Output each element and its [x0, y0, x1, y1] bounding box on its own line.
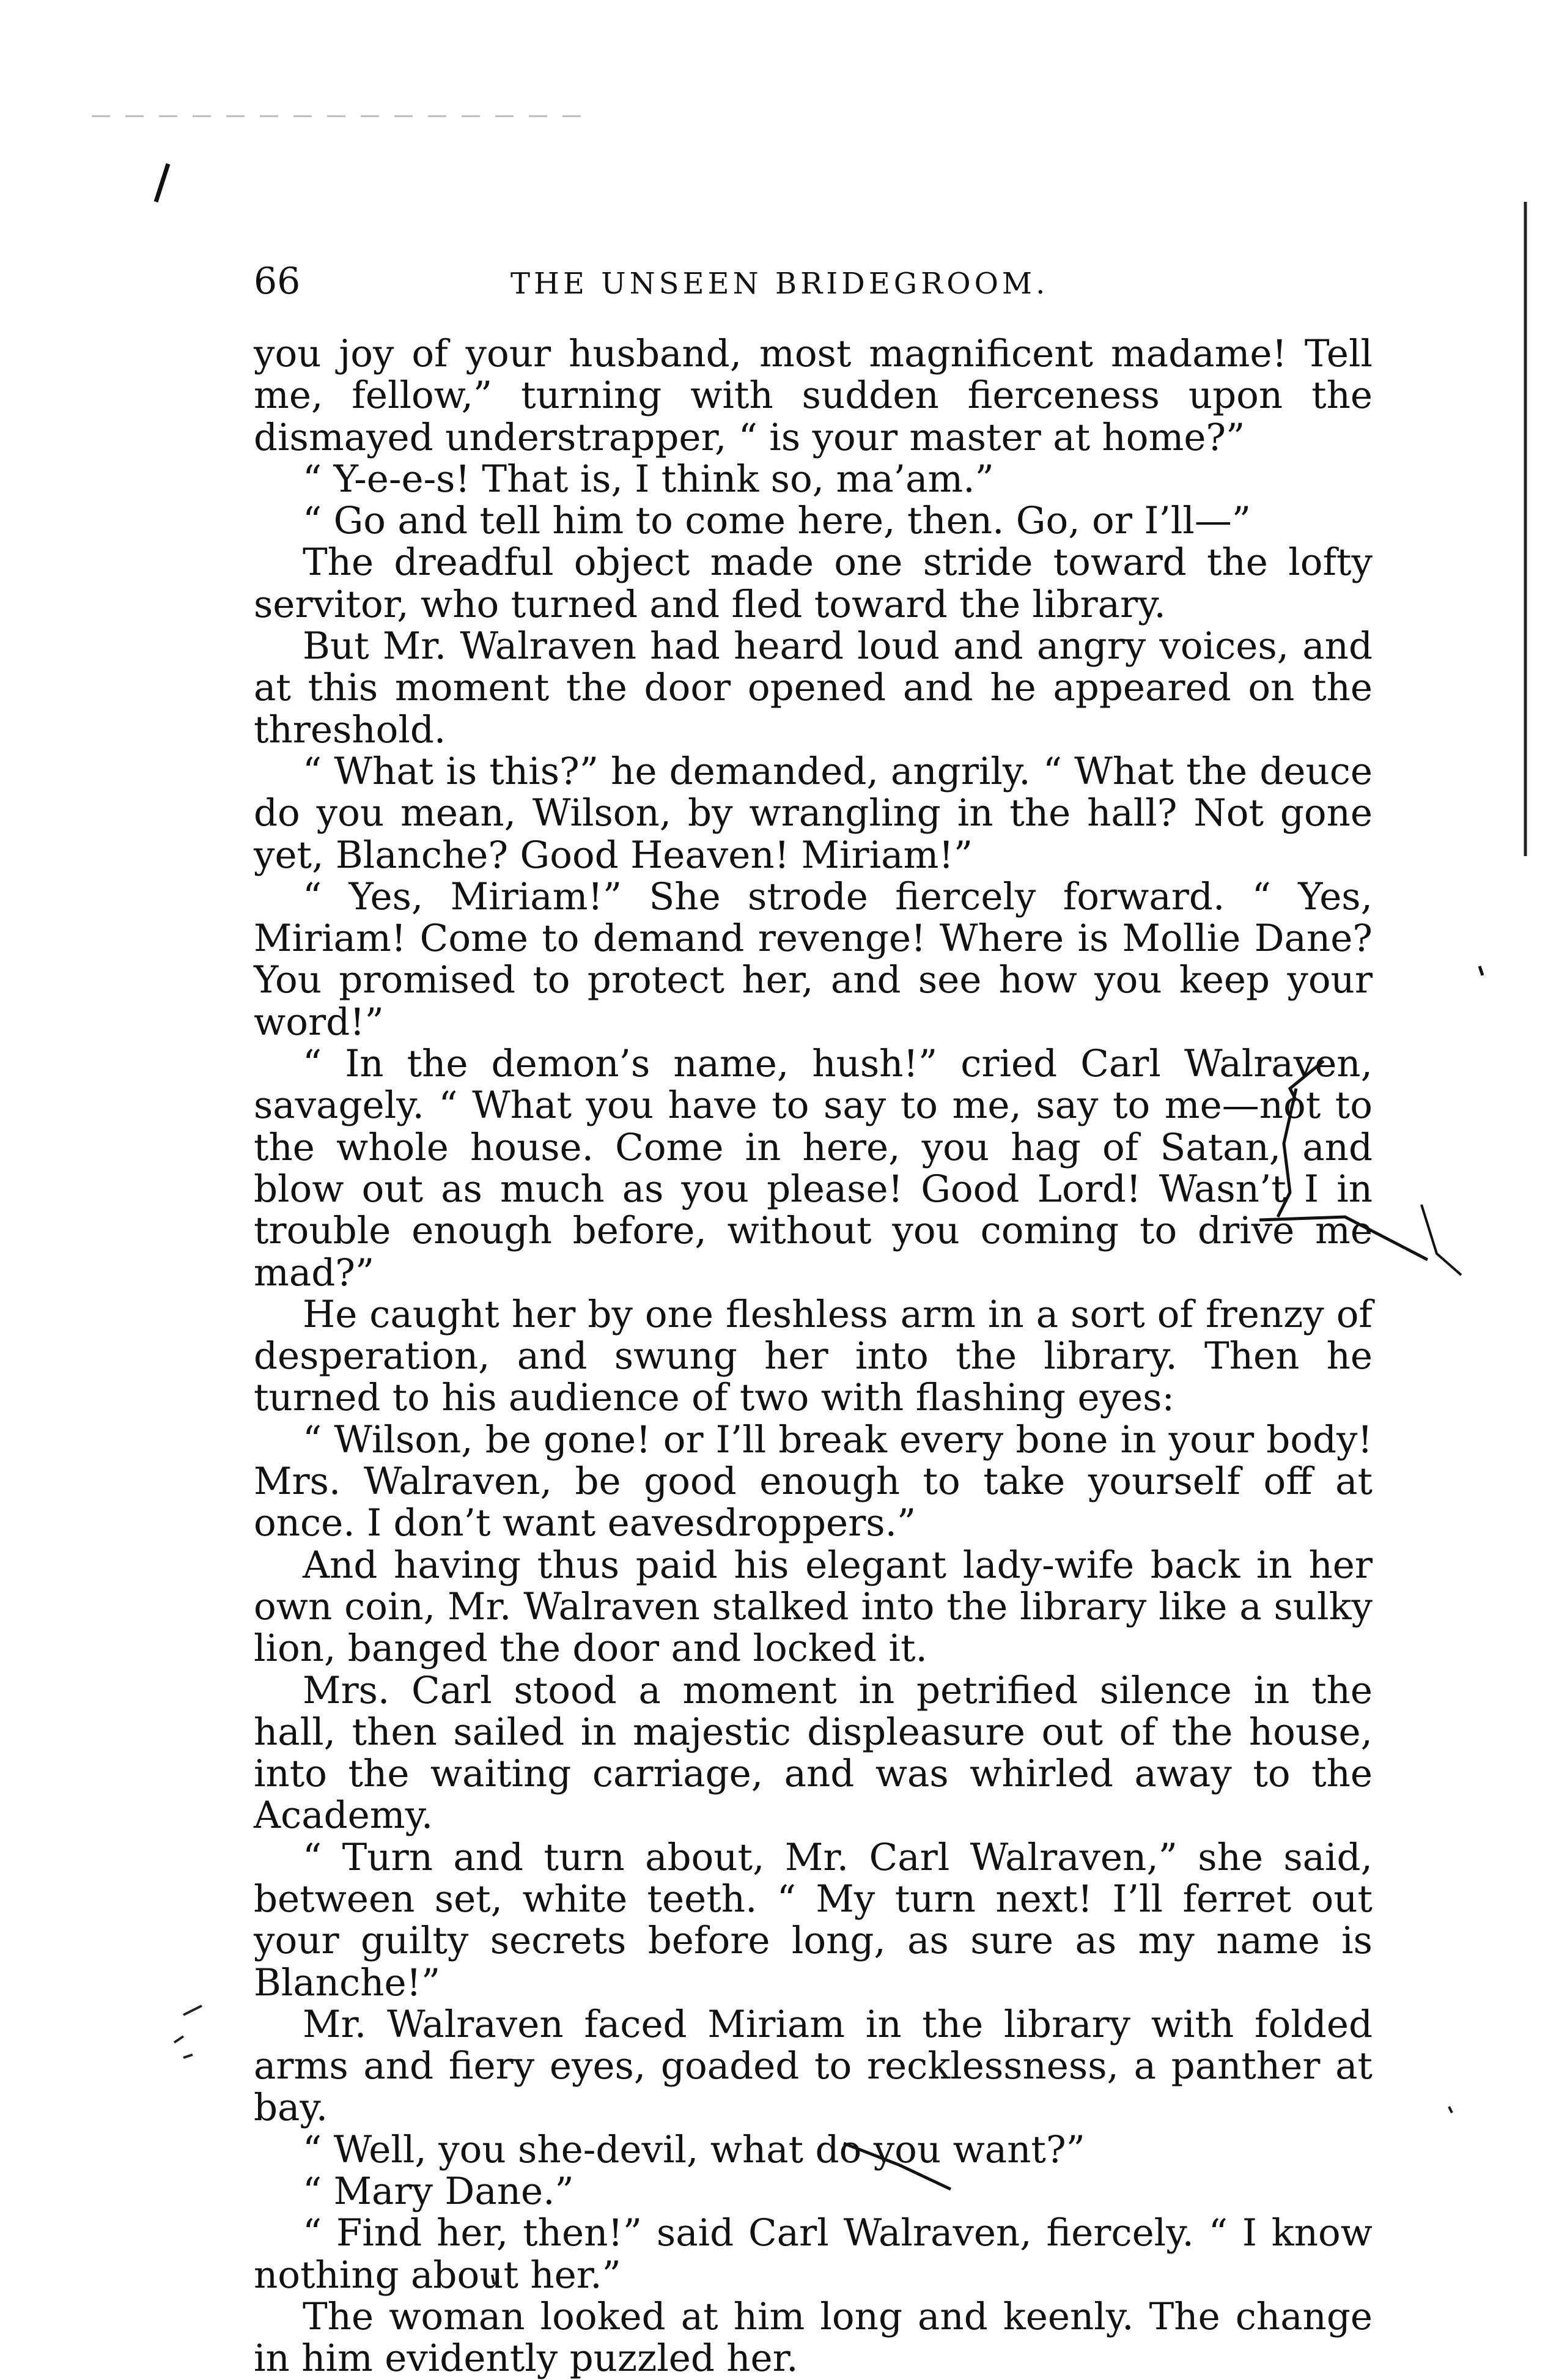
pencil-mark-6	[174, 2006, 202, 2058]
paragraph: “ Find her, then!” said Carl Walraven, fiercely. “ I know nothing about her.”	[254, 2211, 1373, 2297]
paragraph: “ What is this?” he demanded, angrily. “ What the deuce do you mean, Wilson, by wrangling in the hall? Not gone yet, Blanche? Good Heaven! Miriam!”	[254, 749, 1373, 877]
paragraph: you joy of your husband, most magnificent madame! Tell me, fellow,” turning with sudden fierceness upon the dismayed understrapper, “ is your master at home?”	[254, 332, 1373, 459]
paragraph: And having thus paid his elegant lady-wife back in her own coin, Mr. Walraven stalked into the library like a sulky lion, banged the door and locked it.	[254, 1543, 1373, 1671]
paragraph: “ Yes, Miriam!” She strode fiercely forward. “ Yes, Miriam! Come to demand revenge! Where is Mollie Dane? You promised to protect her, and see how you keep your word!”	[254, 874, 1373, 1044]
paragraph: “ Well, you she-devil, what do you want?”	[303, 2127, 1085, 2171]
paragraph: “ Turn and turn about, Mr. Carl Walraven,” she said, between set, white teeth. “ My turn next! I’ll ferret out your guilty secrets before long, as sure as my name is Blanche!”	[254, 1835, 1373, 2005]
paragraph: Mrs. Carl stood a moment in petrified silence in the hall, then sailed in majestic displeasure out of the house, into the waiting carriage, and was whirled away to the Academy.	[254, 1668, 1373, 1838]
pencil-mark-4	[1421, 1205, 1461, 1275]
paragraph: He caught her by one fleshless arm in a sort of frenzy of desperation, and swung her into the library. Then he turned to his audience of two with flashing eyes:	[254, 1292, 1373, 1420]
page-number: 66	[254, 260, 301, 303]
margin-tick-top-left	[156, 164, 168, 202]
page-header	[254, 257, 1373, 312]
body-text	[254, 333, 1373, 2380]
paragraph: The dreadful object made one stride toward the lofty servitor, who turned and fled toward the library.	[254, 541, 1373, 626]
speck-2	[1449, 2107, 1452, 2113]
paragraph: “ In the demon’s name, hush!” cried Carl Walraven, savagely. “ What you have to say to me, say to me—not to the whole house. Come in here, you hag of Satan, and blow out as much as you please! Good Lord! Wasn’t I in trouble enough before, without you coming to drive me mad?”	[254, 1042, 1373, 1295]
paragraph: The woman looked at him long and keenly. The change in him evidently puzzled her.	[254, 2294, 1373, 2380]
paragraph: “ Mary Dane.”	[303, 2170, 574, 2214]
paragraph: “ Go and tell him to come here, then. Go, or I’ll—”	[303, 499, 1251, 543]
speck-1	[1480, 966, 1483, 975]
paragraph: “ Y-e-e-s! That is, I think so, ma’am.”	[303, 457, 994, 501]
running-title: THE UNSEEN BRIDEGROOM.	[510, 267, 1049, 301]
paragraph: But Mr. Walraven had heard loud and angry voices, and at this moment the door opened and he appeared on the threshold.	[254, 624, 1373, 752]
paragraph: Mr. Walraven faced Miriam in the library with folded arms and fiery eyes, goaded to recklessness, a panther at bay.	[254, 2002, 1373, 2130]
paragraph: “ Wilson, be gone! or I’ll break every bone in your body! Mrs. Walraven, be good enough to take yourself off at once. I don’t want eavesdroppers.”	[254, 1417, 1373, 1545]
